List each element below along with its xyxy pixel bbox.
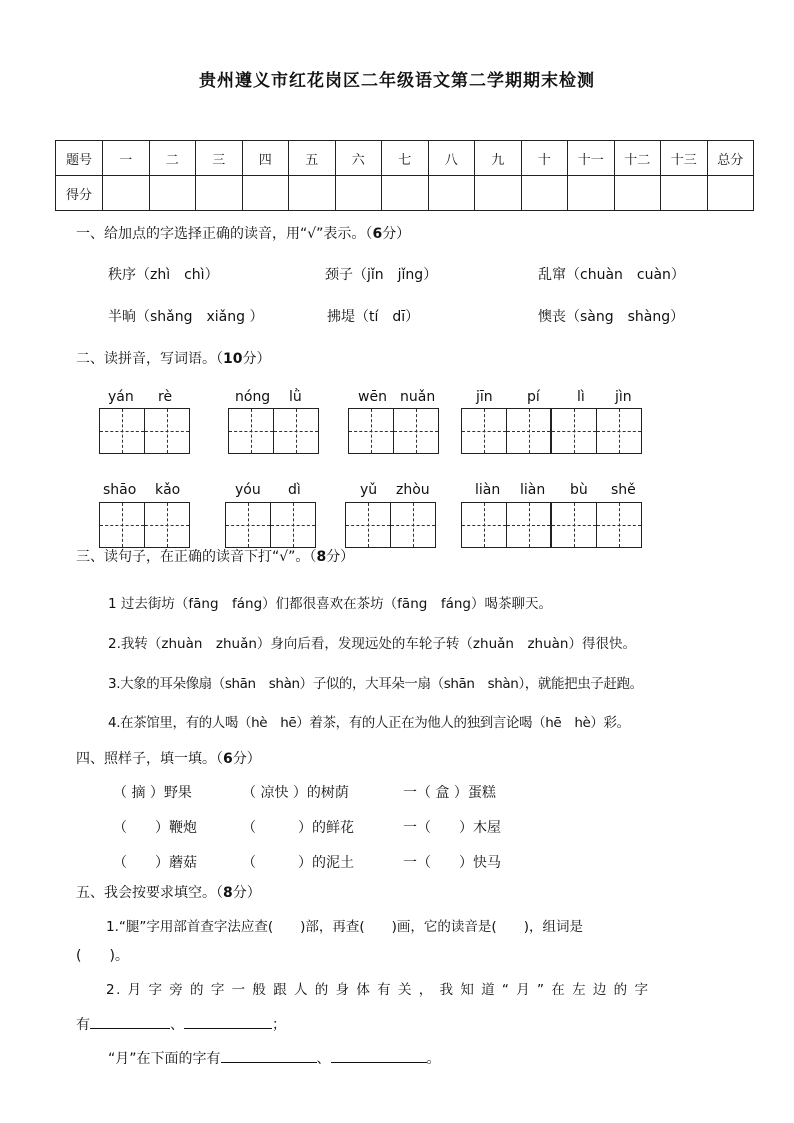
s4-item: （ ）鞭炮 xyxy=(113,820,197,836)
writing-grid[interactable] xyxy=(99,408,190,454)
pinyin-label: yǔ xyxy=(360,482,378,498)
header-cell: 七 xyxy=(382,141,429,176)
s1-item: 颈子（jǐn jǐng） xyxy=(325,267,438,283)
pinyin-label: shě xyxy=(611,482,636,498)
pinyin-label: nóng xyxy=(235,389,271,405)
writing-grid[interactable] xyxy=(345,502,436,548)
writing-grid[interactable] xyxy=(99,502,190,548)
score-label-cell: 得分 xyxy=(56,176,103,211)
header-cell: 十三 xyxy=(661,141,708,176)
score-cell[interactable] xyxy=(568,176,615,211)
s5-q1-line1: 1.“腿”字用部首查字法应查( )部，再查( )画，它的读音是( )，组词是 xyxy=(106,919,583,935)
score-cell[interactable] xyxy=(428,176,475,211)
pinyin-label: jīn xyxy=(476,389,493,405)
s4-item: （ 摘 ）野果 xyxy=(113,785,192,801)
score-table-header-row xyxy=(56,141,754,176)
page-title: 贵州遵义市红花岗区二年级语文第二学期期末检测 xyxy=(199,71,595,91)
s4-item: （ 凉快 ）的树荫 xyxy=(242,785,349,801)
pinyin-label: bù xyxy=(570,482,588,498)
score-cell[interactable] xyxy=(475,176,522,211)
answer-blank[interactable] xyxy=(90,1015,170,1029)
s1-item: 秩序（zhì chì） xyxy=(108,267,219,283)
s4-item: 一（ ）木屋 xyxy=(403,820,501,836)
s1-item: 懊丧（sàng shàng） xyxy=(538,309,685,325)
score-table xyxy=(55,140,754,211)
pinyin-label: pí xyxy=(527,389,540,405)
pinyin-label: shāo xyxy=(103,482,137,498)
score-cell[interactable] xyxy=(149,176,196,211)
header-cell: 一 xyxy=(103,141,150,176)
s4-item: 一（ ）快马 xyxy=(403,855,501,871)
score-cell[interactable] xyxy=(614,176,661,211)
writing-grid[interactable] xyxy=(228,408,319,454)
answer-blank[interactable] xyxy=(331,1049,427,1063)
score-cell[interactable] xyxy=(707,176,754,211)
pinyin-label: liàn xyxy=(475,482,501,498)
header-cell: 总分 xyxy=(707,141,754,176)
s4-item: （ ）的泥土 xyxy=(242,855,354,871)
header-cell: 三 xyxy=(196,141,243,176)
header-cell: 六 xyxy=(335,141,382,176)
s5-q1-line2: ( )。 xyxy=(76,948,129,964)
pinyin-label: nuǎn xyxy=(400,389,436,405)
pinyin-label: jìn xyxy=(615,389,632,405)
section-1-heading: 一、给加点的字选择正确的读音，用“√”表示。（6分） xyxy=(76,226,411,242)
s5-q3-line: “月”在下面的字有 、 。 xyxy=(108,1051,441,1067)
answer-blank[interactable] xyxy=(221,1049,317,1063)
header-cell: 五 xyxy=(289,141,336,176)
score-cell[interactable] xyxy=(196,176,243,211)
header-cell: 八 xyxy=(428,141,475,176)
header-cell: 四 xyxy=(242,141,289,176)
s1-item: 乱窜（chuàn cuàn） xyxy=(538,267,685,283)
s3-sentence: 1 过去街坊（fāng fáng）们都很喜欢在茶坊（fāng fáng）喝茶聊天。 xyxy=(108,596,552,612)
pinyin-label: yóu xyxy=(235,482,261,498)
writing-grid[interactable] xyxy=(348,408,439,454)
header-cell: 二 xyxy=(149,141,196,176)
writing-grid[interactable] xyxy=(225,502,316,548)
writing-grid[interactable] xyxy=(461,502,642,548)
pinyin-label: dì xyxy=(288,482,301,498)
s3-sentence: 2.我转（zhuàn zhuǎn）身向后看，发现远处的车轮子转（zhuǎn zhuàn）得很快。 xyxy=(108,636,636,652)
score-cell[interactable] xyxy=(335,176,382,211)
pinyin-label: yán xyxy=(108,389,134,405)
score-cell[interactable] xyxy=(242,176,289,211)
header-cell: 九 xyxy=(475,141,522,176)
s4-item: （ ）的鲜花 xyxy=(242,820,354,836)
s4-item: 一（ 盒 ）蛋糕 xyxy=(403,785,496,801)
s1-item: 半晌（shǎng xiǎng ） xyxy=(108,309,264,325)
pinyin-label: rè xyxy=(158,389,173,405)
s3-sentence: 4.在茶馆里，有的人喝（hè hē）着茶，有的人正在为他人的独到言论喝（hē hè）彩。 xyxy=(108,715,630,731)
header-cell: 十二 xyxy=(614,141,661,176)
section-3-heading: 三、读句子，在正确的读音下打“√”。（8分） xyxy=(76,549,355,565)
score-cell[interactable] xyxy=(521,176,568,211)
s5-q2-line2: 有 、 ； xyxy=(76,1017,286,1033)
header-cell: 题号 xyxy=(56,141,103,176)
s1-item: 拂堤（tí dī） xyxy=(327,309,420,325)
score-table-score-row xyxy=(56,176,754,211)
section-2-heading: 二、读拼音，写词语。（10分） xyxy=(76,351,271,367)
score-cell[interactable] xyxy=(661,176,708,211)
s4-item: （ ）蘑菇 xyxy=(113,855,197,871)
header-cell: 十 xyxy=(521,141,568,176)
header-cell: 十一 xyxy=(568,141,615,176)
s5-q2-line1: 2. 月 字 旁 的 字 一 般 跟 人 的 身 体 有 关 ， 我 知 道 “ 月 ” 在 左 边 的 字 xyxy=(106,982,650,998)
score-cell[interactable] xyxy=(289,176,336,211)
s3-sentence: 3.大象的耳朵像扇（shān shàn）子似的，大耳朵一扇（shān shàn），就能把虫子赶跑。 xyxy=(108,676,643,692)
pinyin-label: kǎo xyxy=(155,482,181,498)
pinyin-label: zhòu xyxy=(396,482,430,498)
pinyin-label: wēn xyxy=(358,389,387,405)
section-5-heading: 五、我会按要求填空。（8分） xyxy=(76,885,261,901)
score-cell[interactable] xyxy=(103,176,150,211)
pinyin-label: lǜ xyxy=(289,389,302,405)
score-cell[interactable] xyxy=(382,176,429,211)
pinyin-label: liàn xyxy=(520,482,546,498)
writing-grid[interactable] xyxy=(461,408,642,454)
pinyin-label: lì xyxy=(577,389,585,405)
answer-blank[interactable] xyxy=(184,1015,272,1029)
section-4-heading: 四、照样子，填一填。（6分） xyxy=(76,751,261,767)
